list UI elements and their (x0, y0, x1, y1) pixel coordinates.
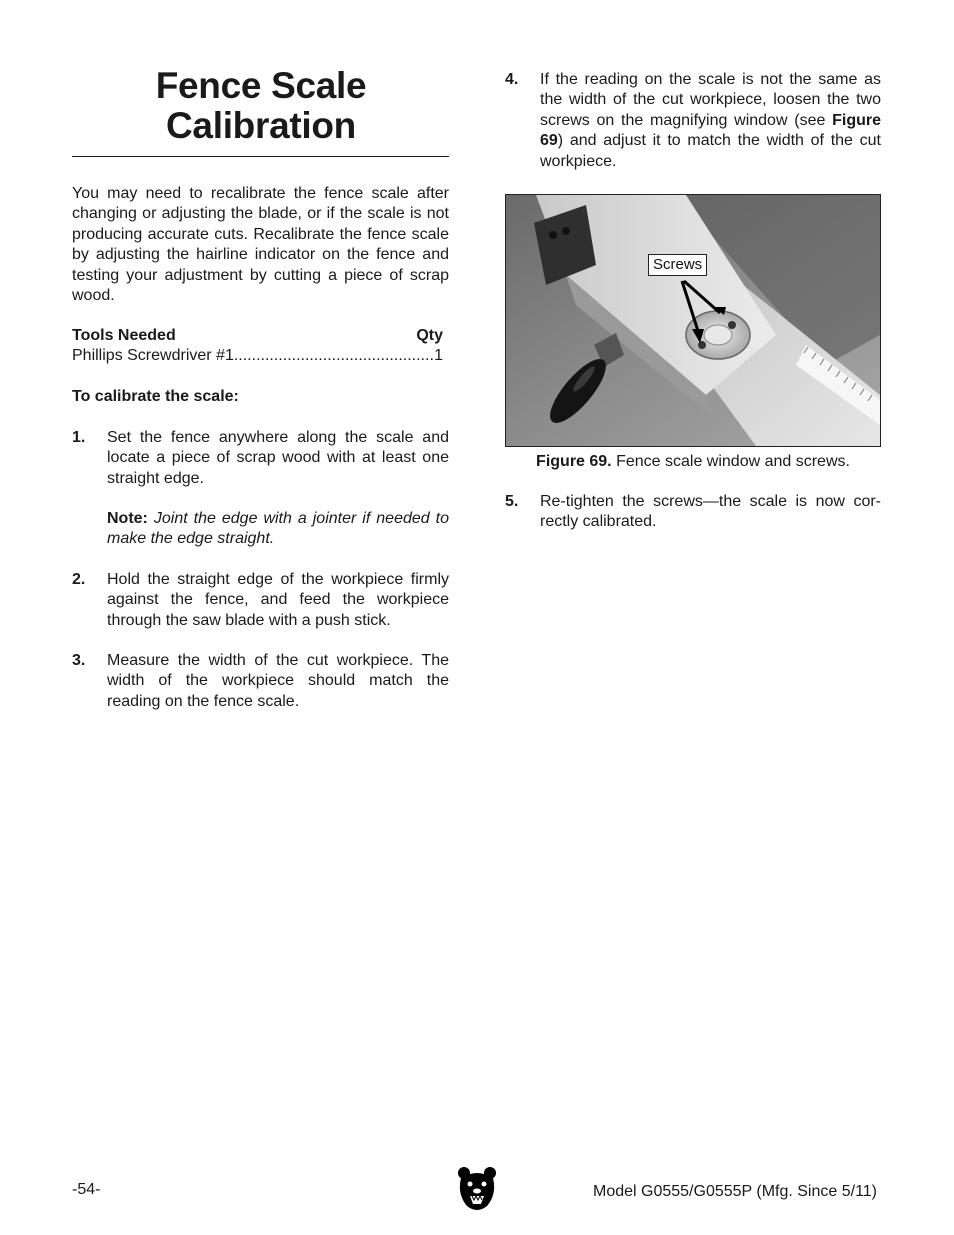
caption-label: Figure 69. (536, 453, 612, 470)
step-number: 3. (72, 652, 86, 669)
step-text: Re-tighten the screws—the scale is now cor-rectly calibrated. (540, 493, 881, 531)
step-2 (72, 570, 449, 631)
calibrate-heading: To calibrate the scale: (72, 388, 239, 405)
screws-callout-label: Screws (648, 254, 707, 276)
bolt-icon (562, 227, 570, 235)
intro-paragraph: You may need to recalibrate the fence scale after changing or adjusting the blade, or if the scale is not producing accurate cuts. Recalibrate the fence scale by adjusting the hairline indicator on the fence and testing your adjustment by cutting a piece of scrap wood. (72, 185, 449, 305)
step-number: 5. (505, 493, 519, 510)
title-rule (72, 156, 449, 157)
step-text (540, 70, 881, 172)
tool-qty: 1 (434, 347, 443, 364)
window-lens (704, 325, 732, 345)
step-5 (505, 492, 881, 533)
tool-name: Phillips Screwdriver #1 (72, 347, 234, 364)
figure-reference: Figure 69 (540, 111, 881, 150)
tools-needed-label: Tools Needed (72, 327, 176, 344)
tools-needed-header (72, 326, 443, 346)
title-line-1: Fence Scale (155, 65, 367, 106)
model-info: Model G0555/G0555P (Mfg. Since 5/11) (592, 1183, 877, 1200)
note-text: Joint the edge with a jointer if needed to make the edge straight. (107, 510, 449, 548)
step-1 (72, 428, 449, 489)
caption-text: Fence scale window and screws. (611, 453, 850, 470)
step-number: 4. (505, 71, 519, 88)
step-4 (505, 70, 881, 172)
step-1-note (72, 509, 449, 550)
step-text: Hold the straight edge of the workpiece firmly against the fence, and feed the workpiece through the saw blade with a push stick. (107, 571, 449, 629)
bolt-icon (549, 231, 557, 239)
screw-icon (728, 321, 736, 329)
step-text: Set the fence anywhere along the scale and locate a piece of scrap wood with at least one straight edge. (107, 429, 449, 487)
step-3 (72, 651, 449, 712)
fence-scale-illustration (506, 195, 880, 446)
note-label: Note: (107, 510, 148, 527)
title-line-2: Calibration (166, 105, 356, 146)
note-body (107, 509, 449, 550)
left-column (72, 184, 449, 710)
page-title (72, 66, 450, 146)
tool-row (72, 346, 443, 366)
tool-leader-dots (234, 346, 434, 366)
screw-icon (698, 341, 706, 349)
bear-logo-icon (457, 1166, 497, 1212)
figure-caption (505, 452, 881, 472)
tools-qty-label: Qty (416, 327, 443, 344)
page-number: -54- (72, 1181, 101, 1198)
step-4-text-before: If the reading on the scale is not the same as the width of the cut workpiece, loosen the two screws on the magnifying window (see (540, 71, 881, 129)
figure-69-photo (505, 194, 881, 447)
step-number: 1. (72, 429, 86, 446)
step-number: 2. (72, 571, 86, 588)
step-text: Measure the width of the cut workpiece. The width of the workpiece should match the reading on the fence scale. (107, 652, 449, 710)
step-4-text-after: ) and adjust it to match the width of the cut workpiece. (540, 132, 881, 170)
